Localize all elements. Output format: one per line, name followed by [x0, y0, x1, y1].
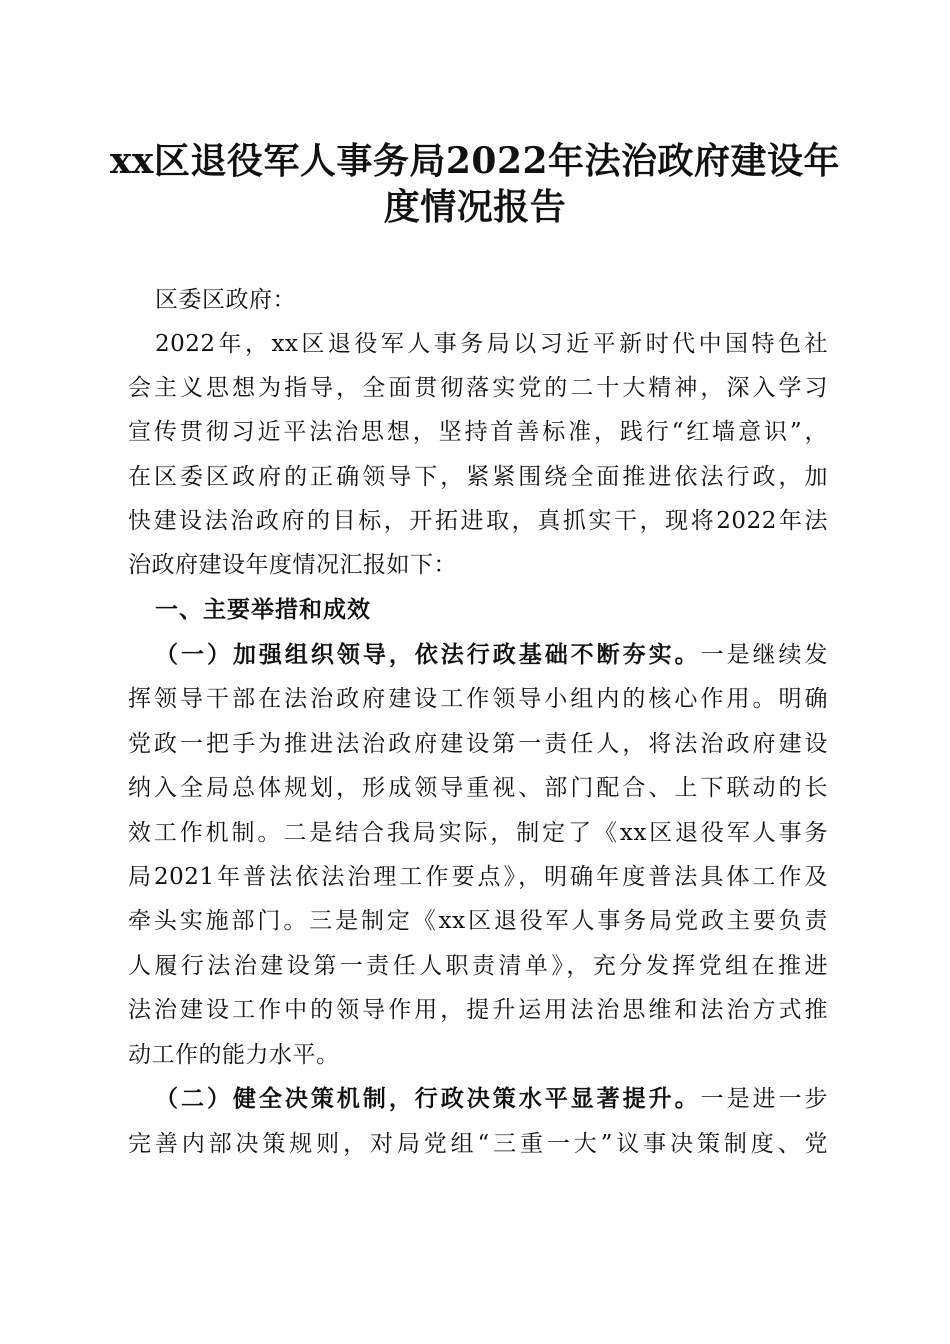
body-line: 动工作的能力水平。 [128, 1042, 340, 1068]
body-line: 纳入全局总体规划，形成领导重视、部门配合、上下联动的长 [128, 775, 828, 801]
intro-line: 快建设法治政府的目标，开拓进取，真抓实干，现将2022年法 [128, 508, 828, 534]
body-line: 法治建设工作中的领导作用，提升运用法治思维和法治方式推 [128, 997, 828, 1023]
subsection-2-first-line [155, 1084, 828, 1114]
section-heading: 一、主要举措和成效 [155, 597, 371, 623]
salutation: 区委区政府： [155, 287, 296, 313]
subsection-1-first-line [155, 640, 828, 670]
subsection-2-first-rest: 一是进一步 [700, 1086, 829, 1112]
document-title-line-1: xx区退役军人事务局2022年法治政府建设年 [109, 140, 841, 182]
body-line: 人履行法治建设第一责任人职责清单》，充分发挥党组在推进 [128, 953, 828, 979]
body-line: 挥领导干部在法治政府建设工作领导小组内的核心作用。明确 [128, 686, 828, 712]
body-line: 党政一把手为推进法治政府建设第一责任人，将法治政府建设 [128, 731, 828, 757]
body-line: 局2021年普法依法治理工作要点》，明确年度普法具体工作及 [128, 864, 828, 890]
document-title-line-2: 度情况报告 [383, 186, 567, 228]
subsection-2-title: （二）健全决策机制，行政决策水平显著提升。 [155, 1085, 701, 1112]
intro-line: 2022年，xx区退役军人事务局以习近平新时代中国特色社 [155, 331, 828, 357]
subsection-1-first-rest: 一是继续发 [700, 642, 829, 668]
body-line: 效工作机制。二是结合我局实际，制定了《xx区退役军人事务 [128, 820, 828, 846]
subsection-1-title: （一）加强组织领导，依法行政基础不断夯实。 [155, 641, 701, 668]
intro-line: 治政府建设年度情况汇报如下： [128, 552, 457, 578]
intro-line: 在区委区政府的正确领导下，紧紧围绕全面推进依法行政，加 [128, 464, 828, 490]
intro-line: 会主义思想为指导，全面贯彻落实党的二十大精神，深入学习 [128, 375, 828, 401]
intro-line: 宣传贯彻习近平法治思想，坚持首善标准，践行“红墙意识”， [128, 419, 828, 445]
body-line: 完善内部决策规则，对局党组“三重一大”议事决策制度、党 [128, 1131, 828, 1157]
body-line: 牵头实施部门。三是制定《xx区退役军人事务局党政主要负责 [128, 908, 828, 934]
